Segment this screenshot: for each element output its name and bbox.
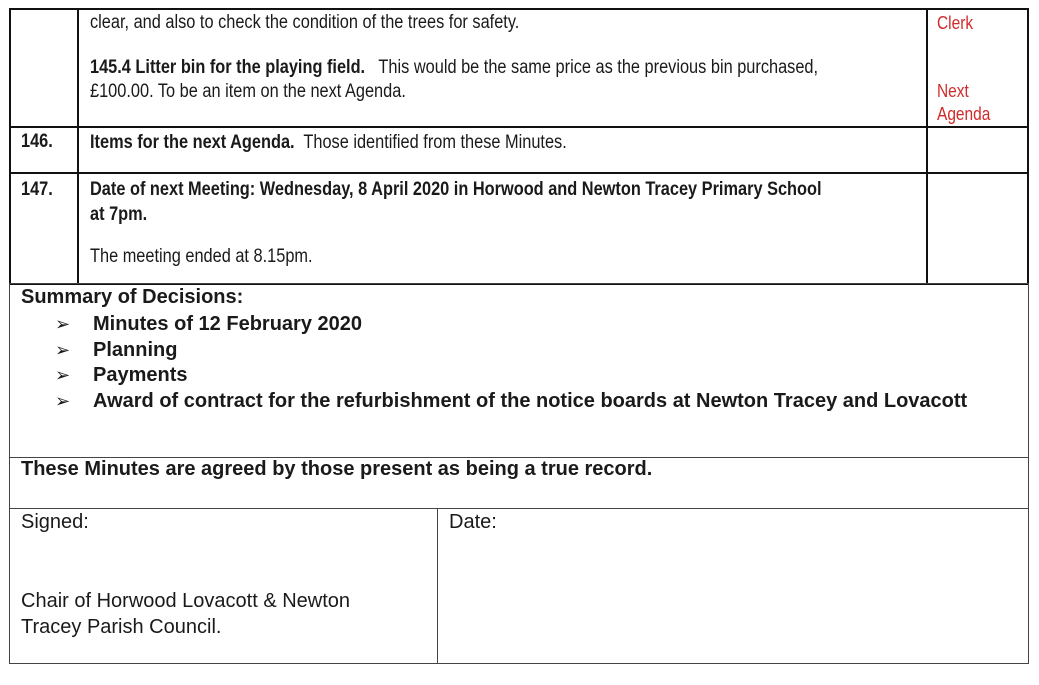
minutes-row-147 — [11, 172, 1027, 283]
arrow-bullet-icon: ➢ — [55, 390, 71, 412]
item-146-heading: Items for the next Agenda. — [90, 132, 295, 153]
item-147-heading-line1: Date of next Meeting: Wednesday, 8 April 2020 in Horwood and Newton Tracey Primary School — [90, 179, 822, 200]
action-cell — [926, 10, 1027, 126]
chair-line-1: Chair of Horwood Lovacott & Newton — [21, 590, 351, 612]
signed-cell — [10, 509, 438, 663]
item-146-text: Those identified from these Minutes. — [303, 132, 567, 153]
item-147-heading-line2: at 7pm. — [90, 204, 148, 225]
item-number: 147. — [21, 179, 53, 200]
item-145-4-line1 — [90, 56, 818, 80]
item-number: 146. — [21, 131, 53, 152]
decision-item — [55, 389, 993, 415]
item-number-cell — [11, 174, 79, 283]
item-145-4-heading: 145.4 Litter bin for the playing field. — [90, 57, 366, 78]
action-agenda: Agenda — [937, 104, 991, 124]
signature-table — [9, 508, 1029, 664]
action-next: Next — [937, 81, 969, 101]
decision-item — [55, 338, 993, 364]
decision-list — [55, 312, 993, 414]
item-147-text: The meeting ended at 8.15pm. — [90, 246, 313, 267]
item-146-line — [90, 131, 567, 155]
minutes-row-146 — [11, 126, 1027, 172]
agreement-text: These Minutes are agreed by those present as being a true record. — [21, 458, 653, 480]
minutes-row-145 — [11, 10, 1027, 126]
item-number-cell — [11, 10, 79, 126]
item-145-4-text-a: This would be the same price as the previous bin purchased, — [378, 57, 819, 78]
agreement-box — [9, 457, 1029, 509]
arrow-bullet-icon: ➢ — [55, 365, 71, 386]
decision-item — [55, 312, 993, 338]
arrow-bullet-icon: ➢ — [55, 314, 71, 335]
signed-label: Signed: — [21, 511, 89, 533]
arrow-bullet-icon: ➢ — [55, 339, 71, 361]
date-cell — [438, 509, 1028, 663]
decision-text: Award of contract for the refurbishment of the notice boards at Newton Tracey and Lovacott — [93, 389, 968, 412]
summary-title: Summary of Decisions: — [21, 286, 244, 308]
decision-text: Planning — [93, 338, 178, 361]
decision-text: Payments — [93, 364, 188, 386]
action-cell — [926, 174, 1027, 283]
continuation-text: clear, and also to check the condition of the trees for safety. — [90, 12, 520, 33]
chair-line-2: Tracey Parish Council. — [21, 616, 222, 638]
action-clerk: Clerk — [937, 13, 974, 33]
date-label: Date: — [449, 511, 497, 533]
chair-title — [21, 588, 421, 640]
item-number-cell — [11, 128, 79, 172]
decision-text: Minutes of 12 February 2020 — [93, 313, 362, 335]
summary-of-decisions — [9, 283, 1029, 458]
decision-item — [55, 363, 993, 389]
action-cell — [926, 128, 1027, 172]
minutes-table — [9, 8, 1029, 285]
item-145-4-text-b: £100.00. To be an item on the next Agenda. — [90, 81, 406, 102]
